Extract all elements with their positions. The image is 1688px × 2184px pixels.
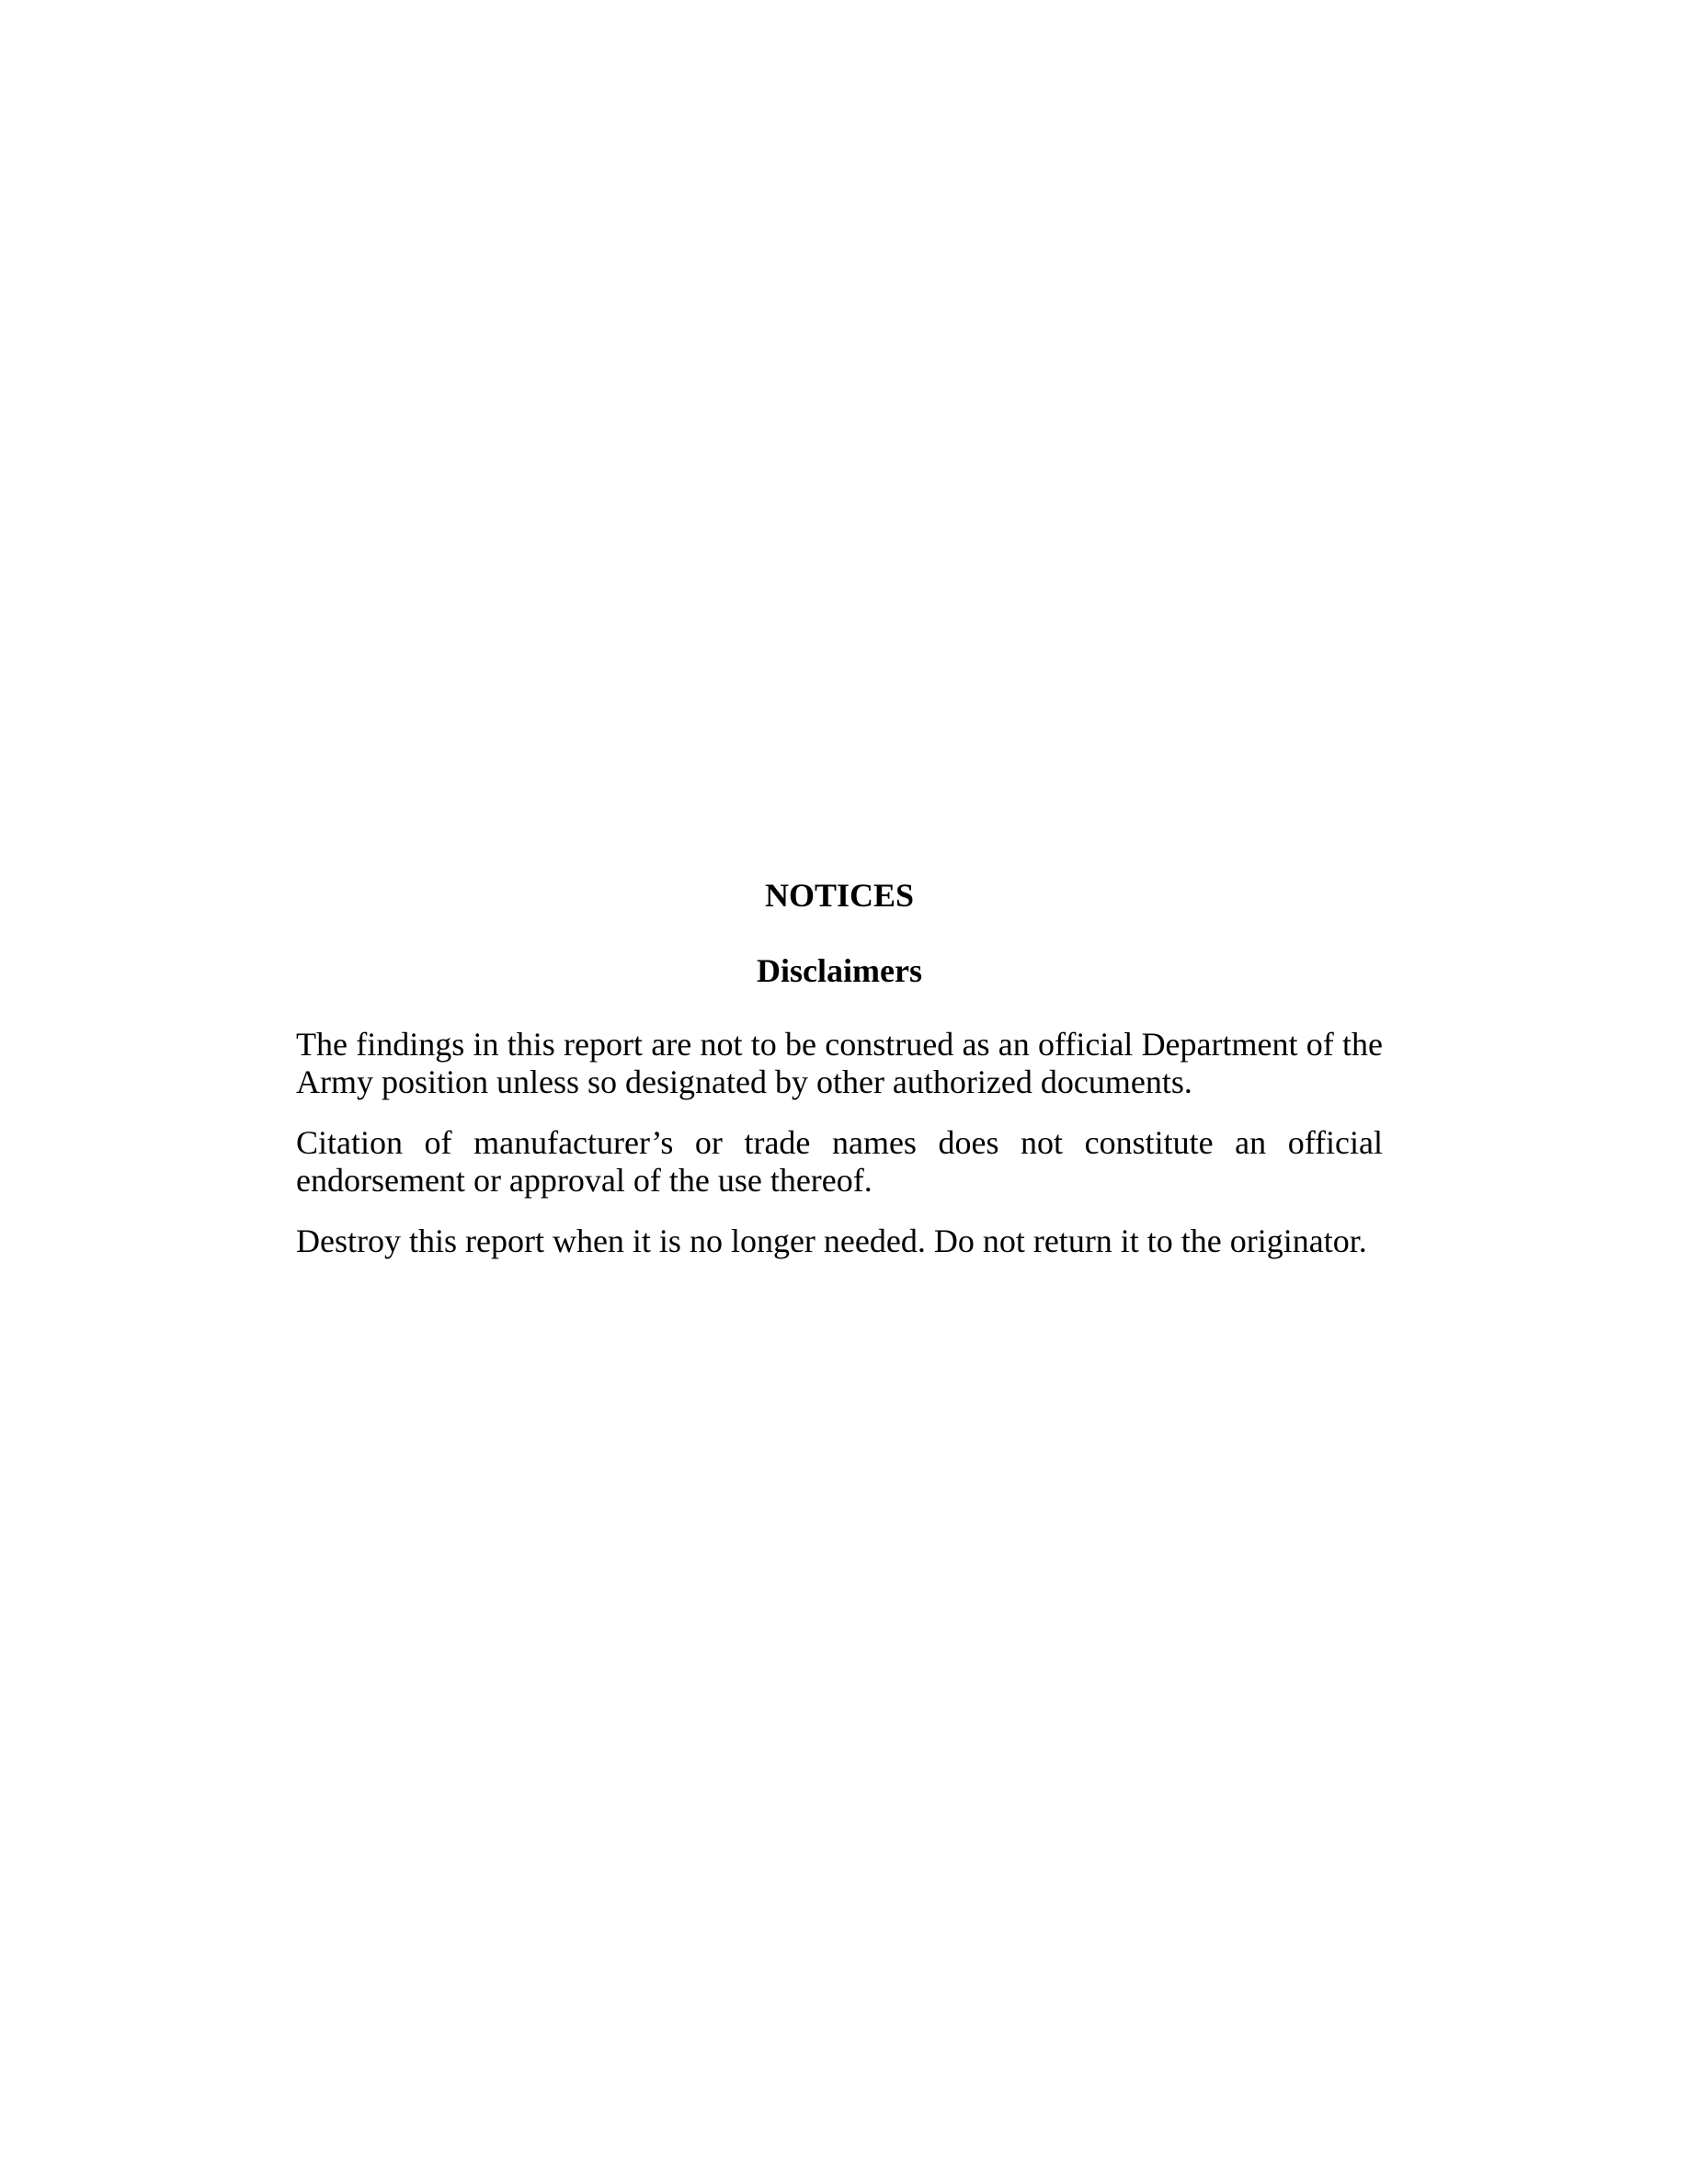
notices-section [296, 875, 1383, 1260]
disclaimer-paragraph-trade-names: Citation of manufacturer’s or trade names does not constitute an official endorsement or approval of the use thereof. [296, 1124, 1383, 1199]
section-title-disclaimers: Disclaimers [757, 952, 922, 989]
disclaimer-paragraph-official-position: The findings in this report are not to be construed as an official Department of the Army position unless so designated by other authorized documents. [296, 1026, 1383, 1100]
disclaimer-paragraph-destroy-report: Destroy this report when it is no longer needed. Do not return it to the originator. [296, 1223, 1367, 1259]
page-title: NOTICES [764, 877, 915, 914]
